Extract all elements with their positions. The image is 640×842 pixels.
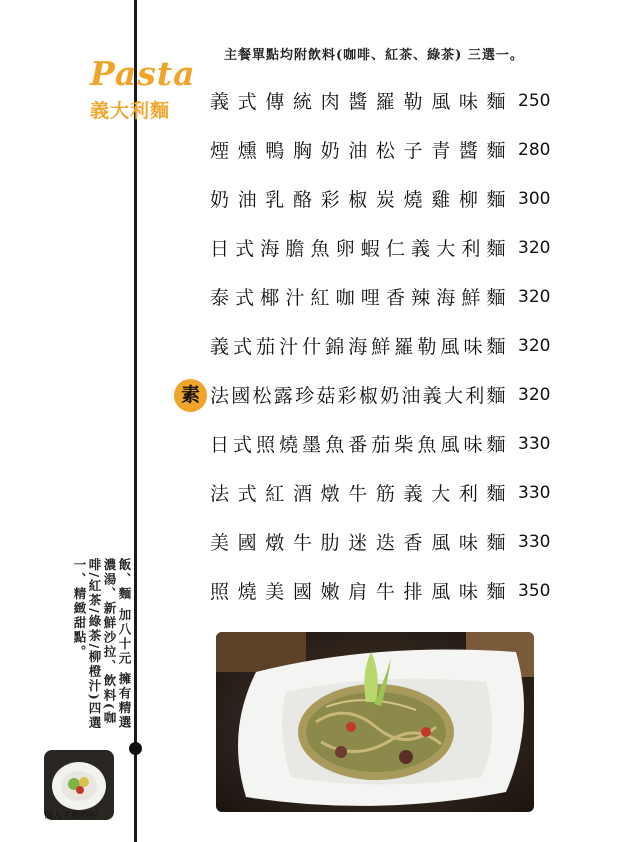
menu-item-name: 奶油乳酪彩椒炭燒雞柳麵 xyxy=(210,189,506,211)
divider-dot xyxy=(129,742,142,755)
drink-note: 主餐單點均附飲料(咖啡、紅茶、綠茶) 三選一。 xyxy=(224,48,524,63)
menu-item-name: 義式傳統肉醬羅勒風味麵 xyxy=(210,91,506,113)
set-meal-addon-note: 飯、麵 加八十元 擁有精選濃湯、新鮮沙拉、飲料(咖啡/紅茶/綠茶/柳橙汁)四選一、精緻甜點。 xyxy=(72,558,132,731)
menu-item-price: 330 xyxy=(518,482,551,503)
salad-caption: 個人主廚沙拉 xyxy=(44,811,99,821)
menu-item xyxy=(210,174,620,223)
menu-item xyxy=(210,321,620,370)
menu-item-name: 義式茄汁什錦海鮮羅勒風味麵 xyxy=(210,336,506,358)
vegetarian-badge: 素 xyxy=(174,379,207,412)
menu-item-name: 泰式椰汁紅咖哩香辣海鮮麵 xyxy=(210,287,506,309)
menu-item-price: 330 xyxy=(518,433,551,454)
menu-item-price: 320 xyxy=(518,335,551,356)
pasta-menu-list xyxy=(180,76,620,615)
menu-item-name: 煙燻鴨胸奶油松子青醬麵 xyxy=(210,140,506,162)
menu-item xyxy=(180,370,620,419)
menu-item xyxy=(210,517,620,566)
menu-item-name: 美國燉牛肋迷迭香風味麵 xyxy=(210,532,506,554)
menu-item xyxy=(210,125,620,174)
menu-item-price: 320 xyxy=(518,384,551,405)
pasta-dish-illustration xyxy=(216,632,534,812)
section-title-en: Pasta xyxy=(90,54,196,93)
menu-item-name: 法國松露珍菇彩椒奶油義大利麵 xyxy=(210,385,506,407)
menu-item-price: 330 xyxy=(518,531,551,552)
menu-item-name: 法式紅酒燉牛筋義大利麵 xyxy=(210,483,506,505)
pasta-dish-photo xyxy=(216,632,534,812)
menu-item xyxy=(210,419,620,468)
menu-item-price: 320 xyxy=(518,237,551,258)
menu-item xyxy=(210,76,620,125)
menu-item xyxy=(210,468,620,517)
menu-item-name: 日式海膽魚卵蝦仁義大利麵 xyxy=(210,238,506,260)
menu-item xyxy=(210,223,620,272)
menu-item-price: 350 xyxy=(518,580,551,601)
menu-item-price: 320 xyxy=(518,286,551,307)
menu-item-price: 280 xyxy=(518,139,551,160)
vertical-divider-line xyxy=(134,0,137,842)
menu-item-price: 300 xyxy=(518,188,551,209)
section-title-zh: 義大利麵 xyxy=(90,100,171,122)
menu-item-name: 日式照燒墨魚番茄柴魚風味麵 xyxy=(210,434,506,456)
menu-item xyxy=(210,566,620,615)
menu-item-name: 照燒美國嫩肩牛排風味麵 xyxy=(210,581,506,603)
menu-item-price: 250 xyxy=(518,90,551,111)
menu-item xyxy=(210,272,620,321)
